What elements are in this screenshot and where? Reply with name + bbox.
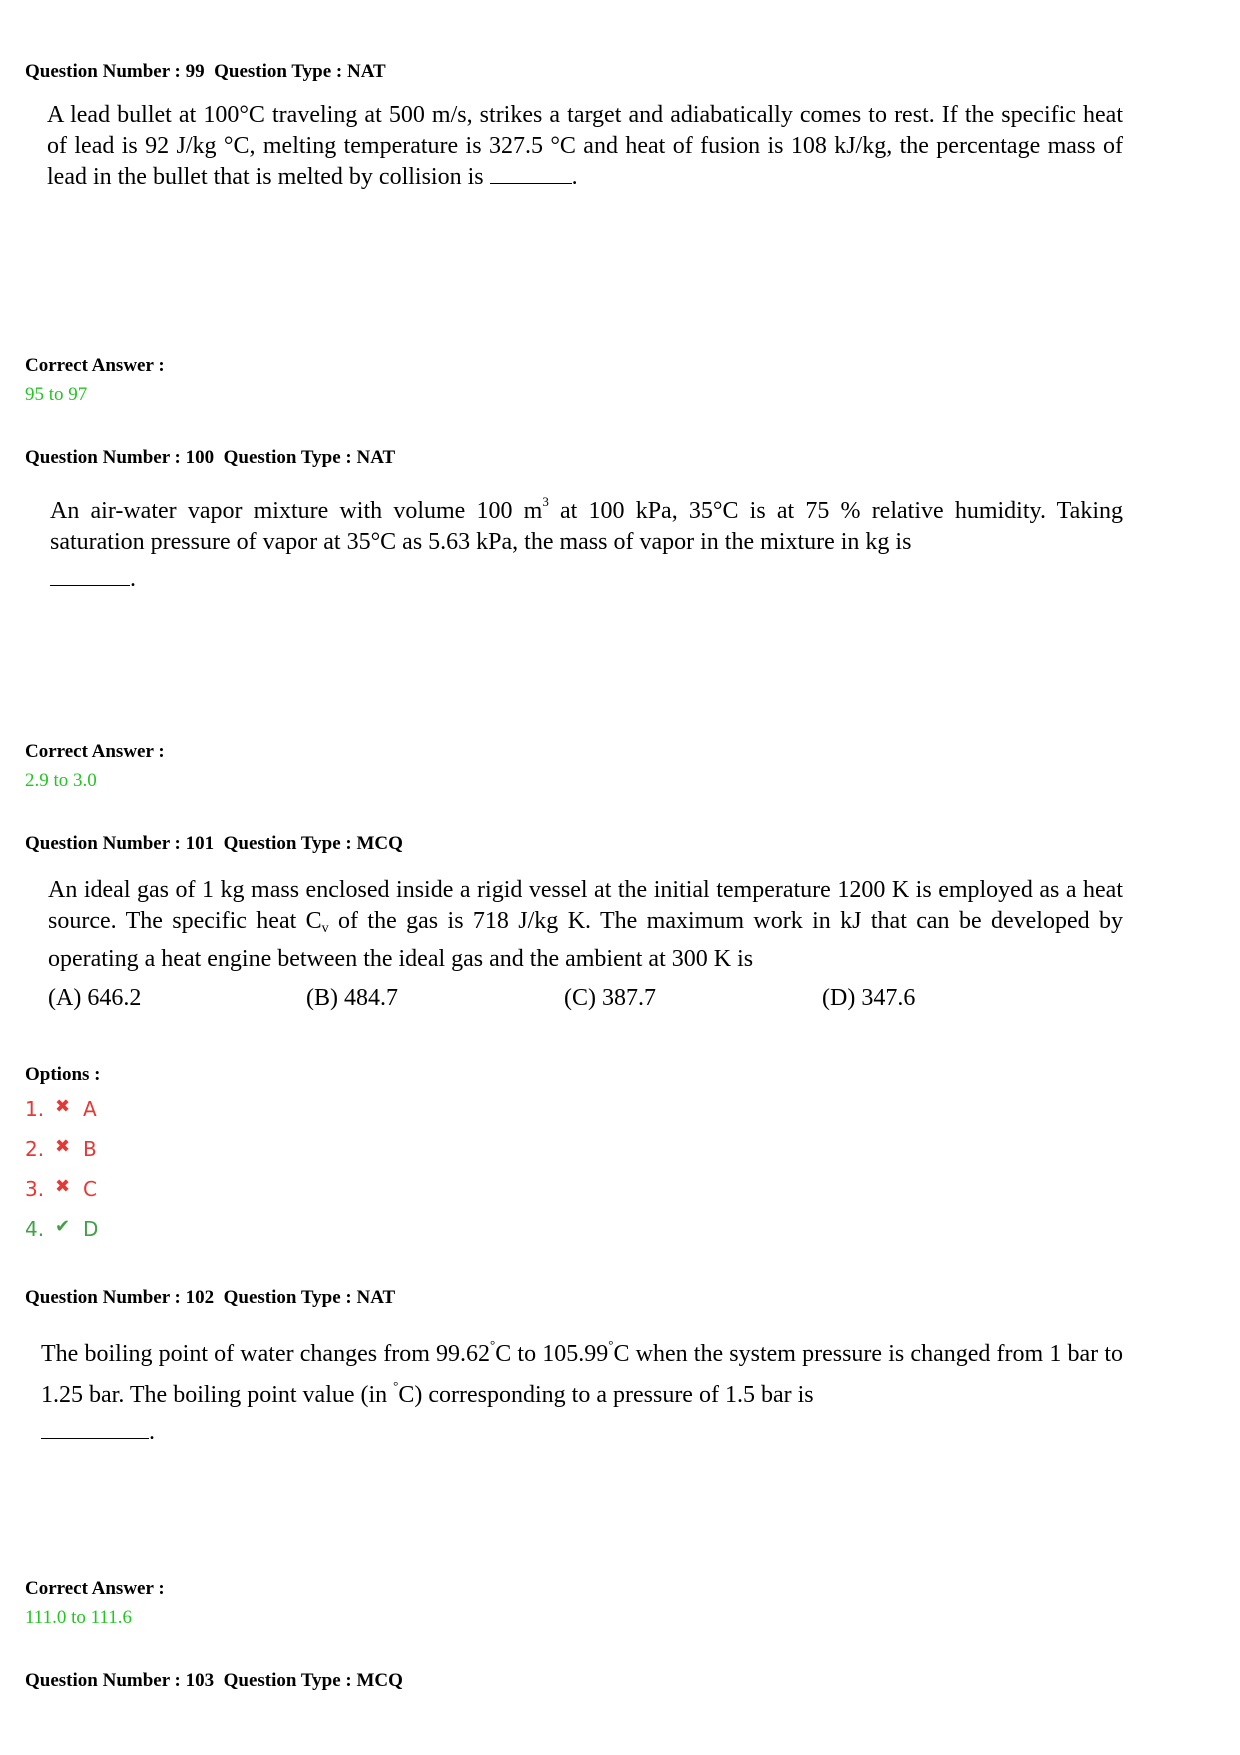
cross-icon: ✖ [55,1096,71,1117]
option-2 [25,1136,97,1161]
question-101-statement-b: of the gas is 718 J/kg K. The maximum work in kJ that can be developed by operating a heat engine between the ideal gas and the ambient at 300 K is [48,908,1123,972]
question-101-text [48,875,1123,975]
subscript-v: v [321,921,329,936]
option-2-number: 2. [25,1137,45,1161]
choice-b: (B) 484.7 [306,985,398,1011]
check-icon: ✔ [55,1216,71,1237]
question-102-header: Question Number : 102 Question Type : NAT [25,1287,396,1308]
question-102-correct-answer: 111.0 to 111.6 [25,1607,132,1628]
degree-symbol: ° [393,1378,399,1393]
question-99-statement: A lead bullet at 100°C traveling at 500 m/s, strikes a target and adiabatically comes to rest. If the specific heat of lead is 92 J/kg °C, melting temperature is 327.5 °C and heat of fusion is 108 kJ/kg, the percentage mass of lead in the bullet that is melted by collision is [47,102,1123,190]
options-label: Options : [25,1064,101,1085]
cross-icon: ✖ [55,1136,71,1157]
question-102-statement-b: C to 105.99 [495,1341,609,1367]
question-102-statement-a: The boiling point of water changes from 99.62 [41,1341,491,1367]
option-3-number: 3. [25,1177,45,1201]
question-99-text: A lead bullet at 100°C traveling at 500 m/s, strikes a target and adiabatically comes to rest. If the specific heat of lead is 92 J/kg °C, melting temperature is 327.5 °C and heat of fusion is 108 kJ/kg, the percentage mass of lead in the bullet that is melted by collision is . [47,102,1123,190]
question-100-statement-a: An air-water vapor mixture with volume 100 m [50,498,543,524]
question-99-answer-label: Correct Answer : [25,355,165,376]
option-2-letter: B [83,1137,97,1161]
option-1 [25,1096,97,1121]
degree-symbol: ° [490,1337,496,1352]
question-99-correct-answer: 95 to 97 [25,384,88,405]
answer-blank [490,163,572,184]
question-100-text: An air-water vapor mixture with volume 100 $m^3$ at 100 kPa, 35°C is at 75 % relative humidity. Taking saturation pressure of vapor at 35°C as 5.63 kPa, the mass of vapor in the mixture in kg is . [50,494,1123,592]
answer-blank [50,565,130,586]
question-100-statement-b: at 100 kPa, 35°C is at 75 % relative humidity. Taking saturation pressure of vapor at 35°C as 5.63 kPa, the mass of vapor in the mixture in kg is [50,498,1123,555]
question-102-answer-label: Correct Answer : [25,1578,165,1599]
option-4-number: 4. [25,1217,45,1241]
question-101-statement-a: An ideal gas of 1 kg mass enclosed inside a rigid vessel at the initial temperature 1200 K is employed as a heat source. The specific heat C [48,877,1123,934]
choice-d: (D) 347.6 [822,985,916,1011]
question-102-statement-d: C) corresponding to a pressure of 1.5 bar is [398,1382,814,1408]
superscript-3: 3 [542,494,549,509]
question-102-text: The boiling point of water changes from 99.62°C to 105.99°C when the system pressure is changed from 1 bar to 1.25 bar. The boiling point value (in °C) corresponding to a pressure of 1.5 bar is . [41,1337,1123,1445]
option-1-letter: A [83,1097,97,1121]
question-100-answer-label: Correct Answer : [25,741,165,762]
option-3-letter: C [83,1177,97,1201]
option-3 [25,1176,97,1201]
question-100-header: Question Number : 100 Question Type : NAT [25,447,396,468]
degree-symbol: ° [608,1337,614,1352]
question-102-statement-c: C when the system pressure is changed from 1 bar to 1.25 bar. The boiling point value (in [41,1341,1123,1408]
question-103-header: Question Number : 103 Question Type : MCQ [25,1670,403,1691]
option-1-number: 1. [25,1097,45,1121]
option-4-letter: D [83,1217,99,1241]
question-99-header: Question Number : 99 Question Type : NAT [25,61,386,82]
question-100-correct-answer: 2.9 to 3.0 [25,770,97,791]
question-101-header: Question Number : 101 Question Type : MCQ [25,833,403,854]
answer-blank [41,1418,149,1439]
cross-icon: ✖ [55,1176,71,1197]
choice-a: (A) 646.2 [48,985,142,1011]
choice-c: (C) 387.7 [564,985,656,1011]
option-4 [25,1216,98,1241]
